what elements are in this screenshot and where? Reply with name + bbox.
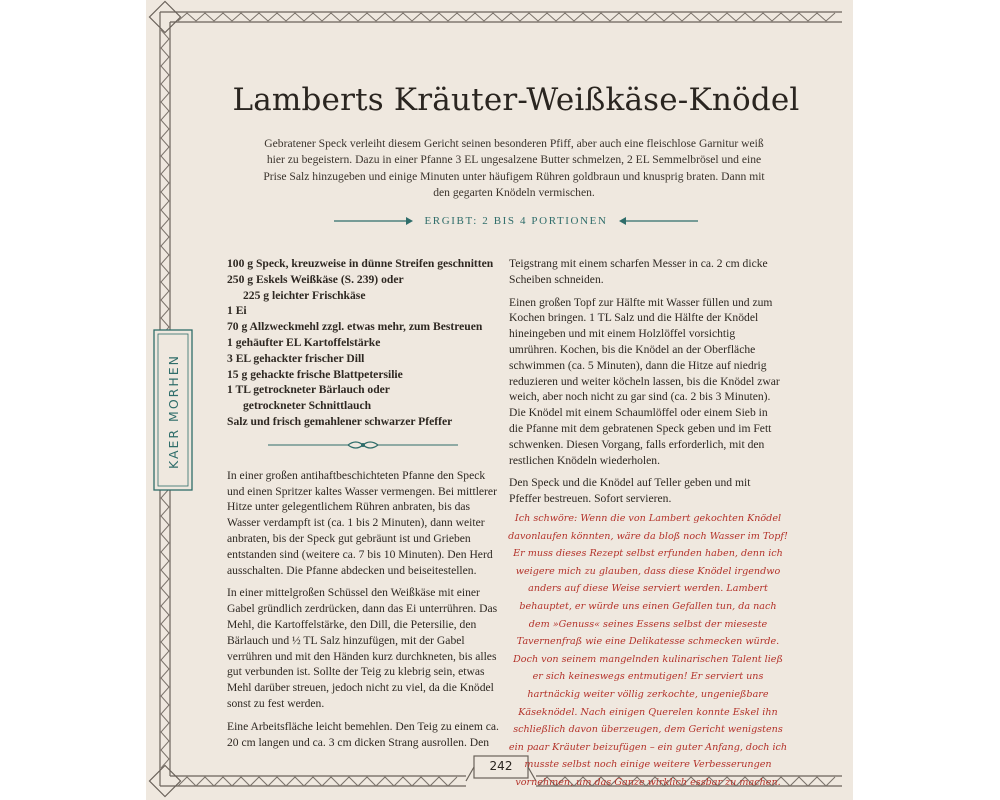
yield-ornament-left: [334, 216, 414, 226]
step-paragraph: Einen großen Topf zur Hälfte mit Wasser füllen und zum Kochen bringen. 1 TL Salz und die Hälfte der Knödel hineingeben und mit einem Holzlöffel vorsichtig umrühren. Kochen, bis die Knödel an der Oberfläche schwimmen (ca. 5 Minuten), dann die Hitze auf niedrig reduzieren und weiter köcheln lassen, bis die Knödel zwar weich, aber noch nicht zu gar sind (ca. 2 bis 3 Minuten). Die Knödel mit einem Schaumlöffel oder einem Sieb in die Pfanne mit dem gebratenen Speck geben und im Fett schwenken. Diesen Vorgang, falls erforderlich, mit den restlichen Knödeln wiederholen.: [509, 295, 780, 467]
steps-right: [509, 256, 781, 507]
step-paragraph: In einer mittelgroßen Schüssel den Weißkäse mit einer Gabel gründlich zerdrücken, dann das Ei unterrühren. Das Mehl, die Kartoffelstärke, den Dill, die Petersilie, den Bärlauch und ½ TL Salz hinzufügen, mit der Gabel verrühren und mit den Händen kurz durchkneten, bis alles gut verbunden ist. Sollte der Teig zu klebrig sein, etwas Mehl darüber streuen, jedoch nicht zu viel, da die Knödel sonst zu fest werden.: [227, 586, 498, 710]
recipe-title: Lamberts Kräuter-Weißkäse-Knödel: [232, 82, 800, 118]
ingredient-item: 15 g gehackte frische Blattpetersilie: [227, 367, 403, 381]
ingredient-item: 3 EL gehackter frischer Dill: [227, 351, 365, 365]
yield-row: [206, 215, 826, 227]
ingredient-item: getrockneter Schnittlauch: [243, 399, 372, 413]
right-column: [509, 256, 781, 514]
step-paragraph: Teigstrang mit einem scharfen Messer in ca. 2 cm dicke Scheiben schneiden.: [509, 257, 768, 286]
page-number: 242: [489, 759, 513, 773]
ingredient-divider: [227, 438, 499, 452]
ingredient-item: Salz und frisch gemahlener schwarzer Pfeffer: [227, 414, 453, 428]
left-column: [227, 256, 499, 757]
step-paragraph: In einer großen antihaftbeschichteten Pfanne den Speck und einen Spritzer kaltes Wasser vermengen. Bei mittlerer Hitze unter gelegentlichem Rühren anbraten, bis das Wasser verdampft ist (ca. 1 bis 2 Minuten), dann weiter anbraten, bis der Speck gut gebräunt ist und Grieben entstanden sind (weitere ca. 7 bis 10 Minuten). Den Herd ausschalten. Die Pfanne abdecken und beiseitestellen.: [227, 468, 497, 577]
ingredient-item: 1 gehäufter EL Kartoffelstärke: [227, 335, 381, 349]
side-label-text: KAER MORHEN: [166, 353, 182, 469]
step-paragraph: Den Speck und die Knödel auf Teller geben und mit Pfeffer bestreuen. Sofort servieren.: [509, 476, 751, 506]
ingredient-item: 1 TL getrockneter Bärlauch oder: [227, 383, 390, 397]
ingredient-item: 100 g Speck, kreuzweise in dünne Streifen geschnitten: [227, 257, 494, 270]
ingredient-list: [227, 256, 499, 430]
book-page: [146, 0, 853, 800]
ingredient-item: 1 Ei: [227, 304, 247, 318]
side-label: [156, 336, 192, 486]
recipe-intro: Gebratener Speck verleiht diesem Gericht seinen besonderen Pfiff, aber auch eine fleischlose Garnitur weiß hier zu begeistern. Dazu in einer Pfanne 3 EL ungesalzene Butter schmelzen, 2 EL Semmelbrösel und eine Prise Salz hinzugeben und einige Minuten unter häufigem Rühren goldbraun und knusprig braten. Dann mit den gegarten Knödeln vermischen.: [263, 137, 765, 200]
yield-text: ERGIBT: 2 BIS 4 PORTIONEN: [424, 215, 608, 227]
ingredient-item: 225 g leichter Frischkäse: [243, 288, 366, 302]
yield-ornament-right: [618, 216, 698, 226]
handwritten-note: Ich schwöre: Wenn die von Lambert gekochten Knödel davonlaufen könnten, wäre da bloß noch Wasser im Topf! Er muss dieses Rezept selbst erfunden haben, denn ich weigere mich zu glauben, dass diese Knödel irgendwo anders auf diese Weise serviert werden. Lambert behauptet, er würde uns einen Gefallen tun, da nach dem »Genuss« seines Essens selbst der mieseste Tavernenfraß wie eine Delikatesse schmecken würde. Doch von seinem mangelnden kulinarischen Talent ließ er sich keineswegs entmutigen! Er serviert uns hartnäckig weiter völlig zerkochte, ungenießbare Käseknödel. Nach einigen Querelen konnte Eskel ihn schließlich davon überzeugen, dem Gericht wenigstens ein paar Kräuter beizufügen – ein guter Anfang, doch ich musste selbst noch einige weitere Verbesserungen vornehmen, um das Ganze wirklich essbar zu machen.: [508, 513, 788, 788]
steps-left: [227, 468, 499, 751]
step-paragraph: Eine Arbeitsfläche leicht bemehlen. Den Teig zu einem ca. 20 cm langen und ca. 3 cm dicken Strang ausrollen. Den: [227, 719, 499, 749]
ingredient-item: 70 g Allzweckmehl zzgl. etwas mehr, zum Bestreuen: [227, 320, 483, 334]
ingredient-item: 250 g Eskels Weißkäse (S. 239) oder: [227, 272, 404, 286]
